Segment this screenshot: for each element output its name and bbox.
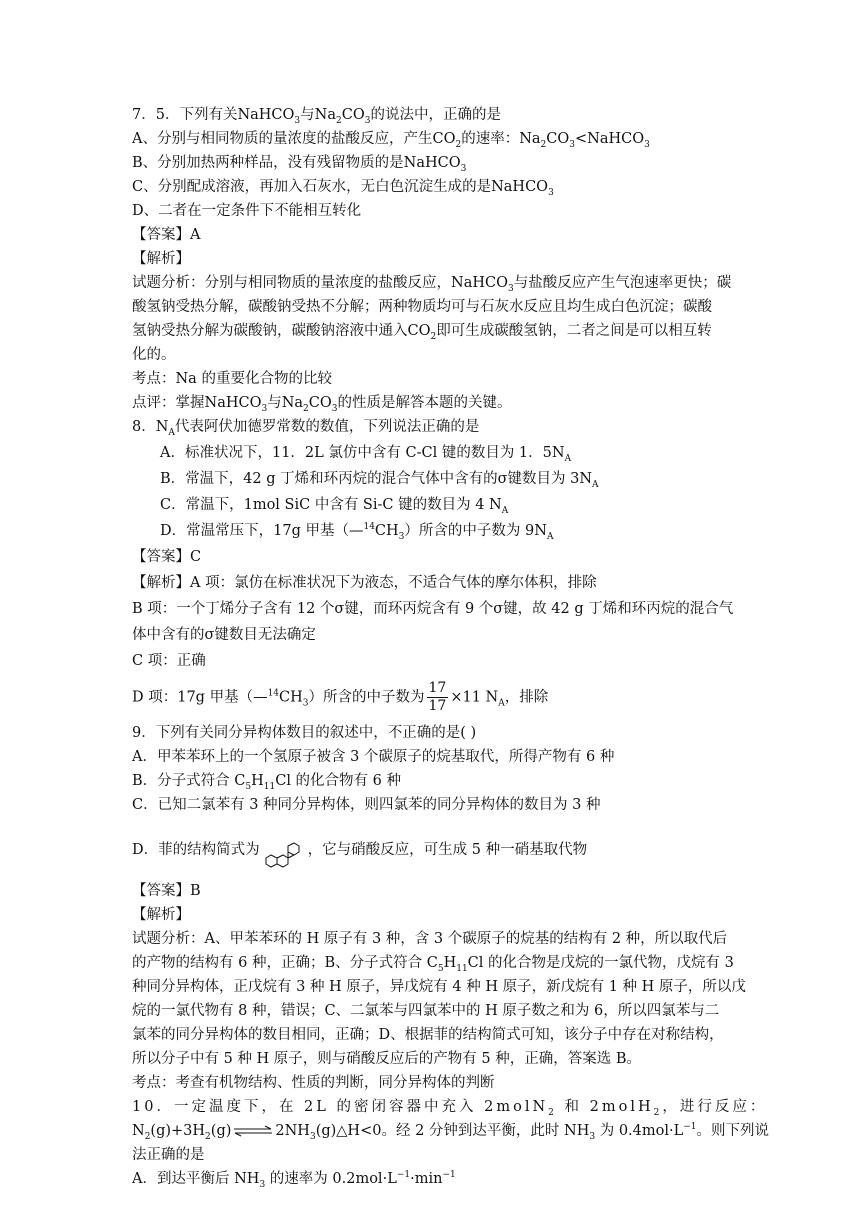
q9-option-a: A．甲苯苯环上的一个氢原子被含 3 个碳原子的烷基取代，所得产物有 6 种 [132, 749, 615, 765]
fraction: $\frac{17}{17}$ [428, 680, 447, 714]
q8-option-c: C．常温下，1mol SiC 中含有 Si-C 键的数目为 4 $N_A$ [160, 497, 509, 516]
q10-stem-line-1: 10．一定温度下，在 2L 的密闭容器中充入 2molN$_2$ 和 2molH$_2$，进行反应： [132, 1099, 768, 1118]
q8-analysis-b-1: B 项：一个丁烯分子含有 12 个σ键，而环丙烷含有 9 个σ键，故 42 g 丁烯和环丙烷的混合气 [132, 601, 734, 617]
q8-answer: 【答案】C [132, 549, 202, 565]
q7-stem: 7．5．下列有关NaHCO$_3$与$Na_2CO_3$的说法中，正确的是 [132, 107, 501, 126]
q8-option-b: B．常温下，42 g 丁烯和环丙烷的混合气体中含有的σ键数目为 $3N_A$ [160, 471, 599, 490]
q9-analysis-line-4: 烷的一氯代物有 8 种，错误；C、二氯苯与四氯苯中的 H 原子数之和为 6，所以四氯苯与二 [132, 1003, 720, 1019]
q8-analysis-c: C 项：正确 [132, 653, 206, 669]
q9-analysis-line-2: 的产物的结构有 6 种，正确；B、分子式符合 $C_5H_{11}Cl$ 的化合物是戊烷的一氯代物，戊烷有 3 [132, 955, 734, 974]
q8-analysis-d: D 项：17g 甲基$(—^{14}CH_3)$所含的中子数为 $\frac{17}{17}$ ×11 $N_A$，排除 [132, 680, 549, 714]
q10-stem-line-3: 法正确的是 [132, 1147, 205, 1163]
equilibrium-arrow-icon [231, 1125, 275, 1137]
q8-analysis-b-2: 体中含有的σ键数目无法确定 [132, 627, 316, 643]
q7-answer: 【答案】A [132, 227, 201, 243]
q9-analysis-line-3: 种同分异构体，正戊烷有 3 种 H 原子，异戊烷有 4 种 H 原子，新戊烷有 1 种 H 原子，所以戊 [132, 979, 746, 995]
q9-analysis-line-5: 氯苯的同分异构体的数目相同，正确；D、根据菲的结构简式可知，该分子中存在对称结构， [132, 1027, 724, 1043]
q7-option-d: D、二者在一定条件下不能相互转化 [132, 203, 362, 219]
q7-analysis-label: 【解析】 [132, 251, 190, 267]
q8-analysis-a: 【解析】A 项：氯仿在标准状况下为液态，不适合气体的摩尔体积，排除 [132, 575, 597, 591]
q7-comment: 点评：掌握NaHCO$_3$与$Na_2CO_3$的性质是解答本题的关键。 [132, 395, 512, 414]
q9-option-d: D．菲的结构简式为 ，它与硝酸反应，可生成 5 种一硝基取代物 [132, 828, 587, 872]
q9-knowledge-point: 考点：考查有机物结构、性质的判断，同分异构体的判断 [132, 1075, 495, 1091]
q7-option-b: B、分别加热两种样品，没有残留物质的是NaHCO$_3$ [132, 155, 467, 174]
q9-option-c: C．已知二氯苯有 3 种同分异构体，则四氯苯的同分异构体的数目为 3 种 [132, 797, 601, 813]
q10-stem-line-2: $N_2(g)+3H_2(g)$ $2NH_3(g)\triangle H<0$。经 2 分钟到达平衡，此时 $NH_3$ 为 $0.4mol\cdot L^{-1}$。则下列说 [132, 1122, 770, 1142]
q7-option-a: A、分别与相同物质的量浓度的盐酸反应，产生$CO_2$的速率：$Na_2CO_3<NaHCO_3$ [132, 131, 650, 150]
phenanthrene-structure-icon [260, 828, 308, 872]
q10-option-a: A．到达平衡后 $NH_3$ 的速率为 $0.2mol\cdot L^{-1}\cdot\min^{-1}$ [132, 1170, 456, 1190]
q9-answer: 【答案】B [132, 883, 201, 899]
q9-option-b: B．分子式符合 $C_5H_{11}Cl$ 的化合物有 6 种 [132, 773, 402, 792]
q8-stem: 8．$N_A$代表阿伏加德罗常数的数值，下列说法正确的是 [132, 419, 480, 438]
q7-analysis-line-1: 试题分析：分别与相同物质的量浓度的盐酸反应，NaHCO$_3$与盐酸反应产生气泡速率更快；碳 [132, 275, 732, 294]
q9-analysis-label: 【解析】 [132, 907, 190, 923]
q7-analysis-line-4: 化的。 [132, 347, 176, 363]
q7-option-c: C、分别配成溶液，再加入石灰水，无白色沉淀生成的是NaHCO$_3$ [132, 179, 554, 198]
q8-option-d: D．常温常压下，17g 甲基$(—^{14}CH_3)$所含的中子数为 $9N_A$ [160, 522, 554, 542]
q7-analysis-line-2: 酸氢钠受热分解，碳酸钠受热不分解；两种物质均可与石灰水反应且均生成白色沉淀；碳酸 [132, 299, 712, 315]
q7-knowledge-point: 考点：Na 的重要化合物的比较 [132, 371, 332, 387]
q8-option-a: A．标准状况下，11．2L 氯仿中含有 C-Cl 键的数目为 1．$5N_A$ [160, 445, 572, 464]
q9-stem: 9．下列有关同分异构体数目的叙述中，不正确的是( ) [132, 725, 477, 741]
q9-analysis-line-6: 所以分子中有 5 种 H 原子，则与硝酸反应后的产物有 5 种，正确，答案选 B。 [132, 1051, 642, 1067]
q7-analysis-line-3: 氢钠受热分解为碳酸钠，碳酸钠溶液中通入$CO_2$即可生成碳酸氢钠，二者之间是可以相互转 [132, 323, 712, 342]
q9-analysis-line-1: 试题分析：A、甲苯苯环的 H 原子有 3 种，含 3 个碳原子的烷基的结构有 2 种，所以取代后 [132, 931, 728, 947]
